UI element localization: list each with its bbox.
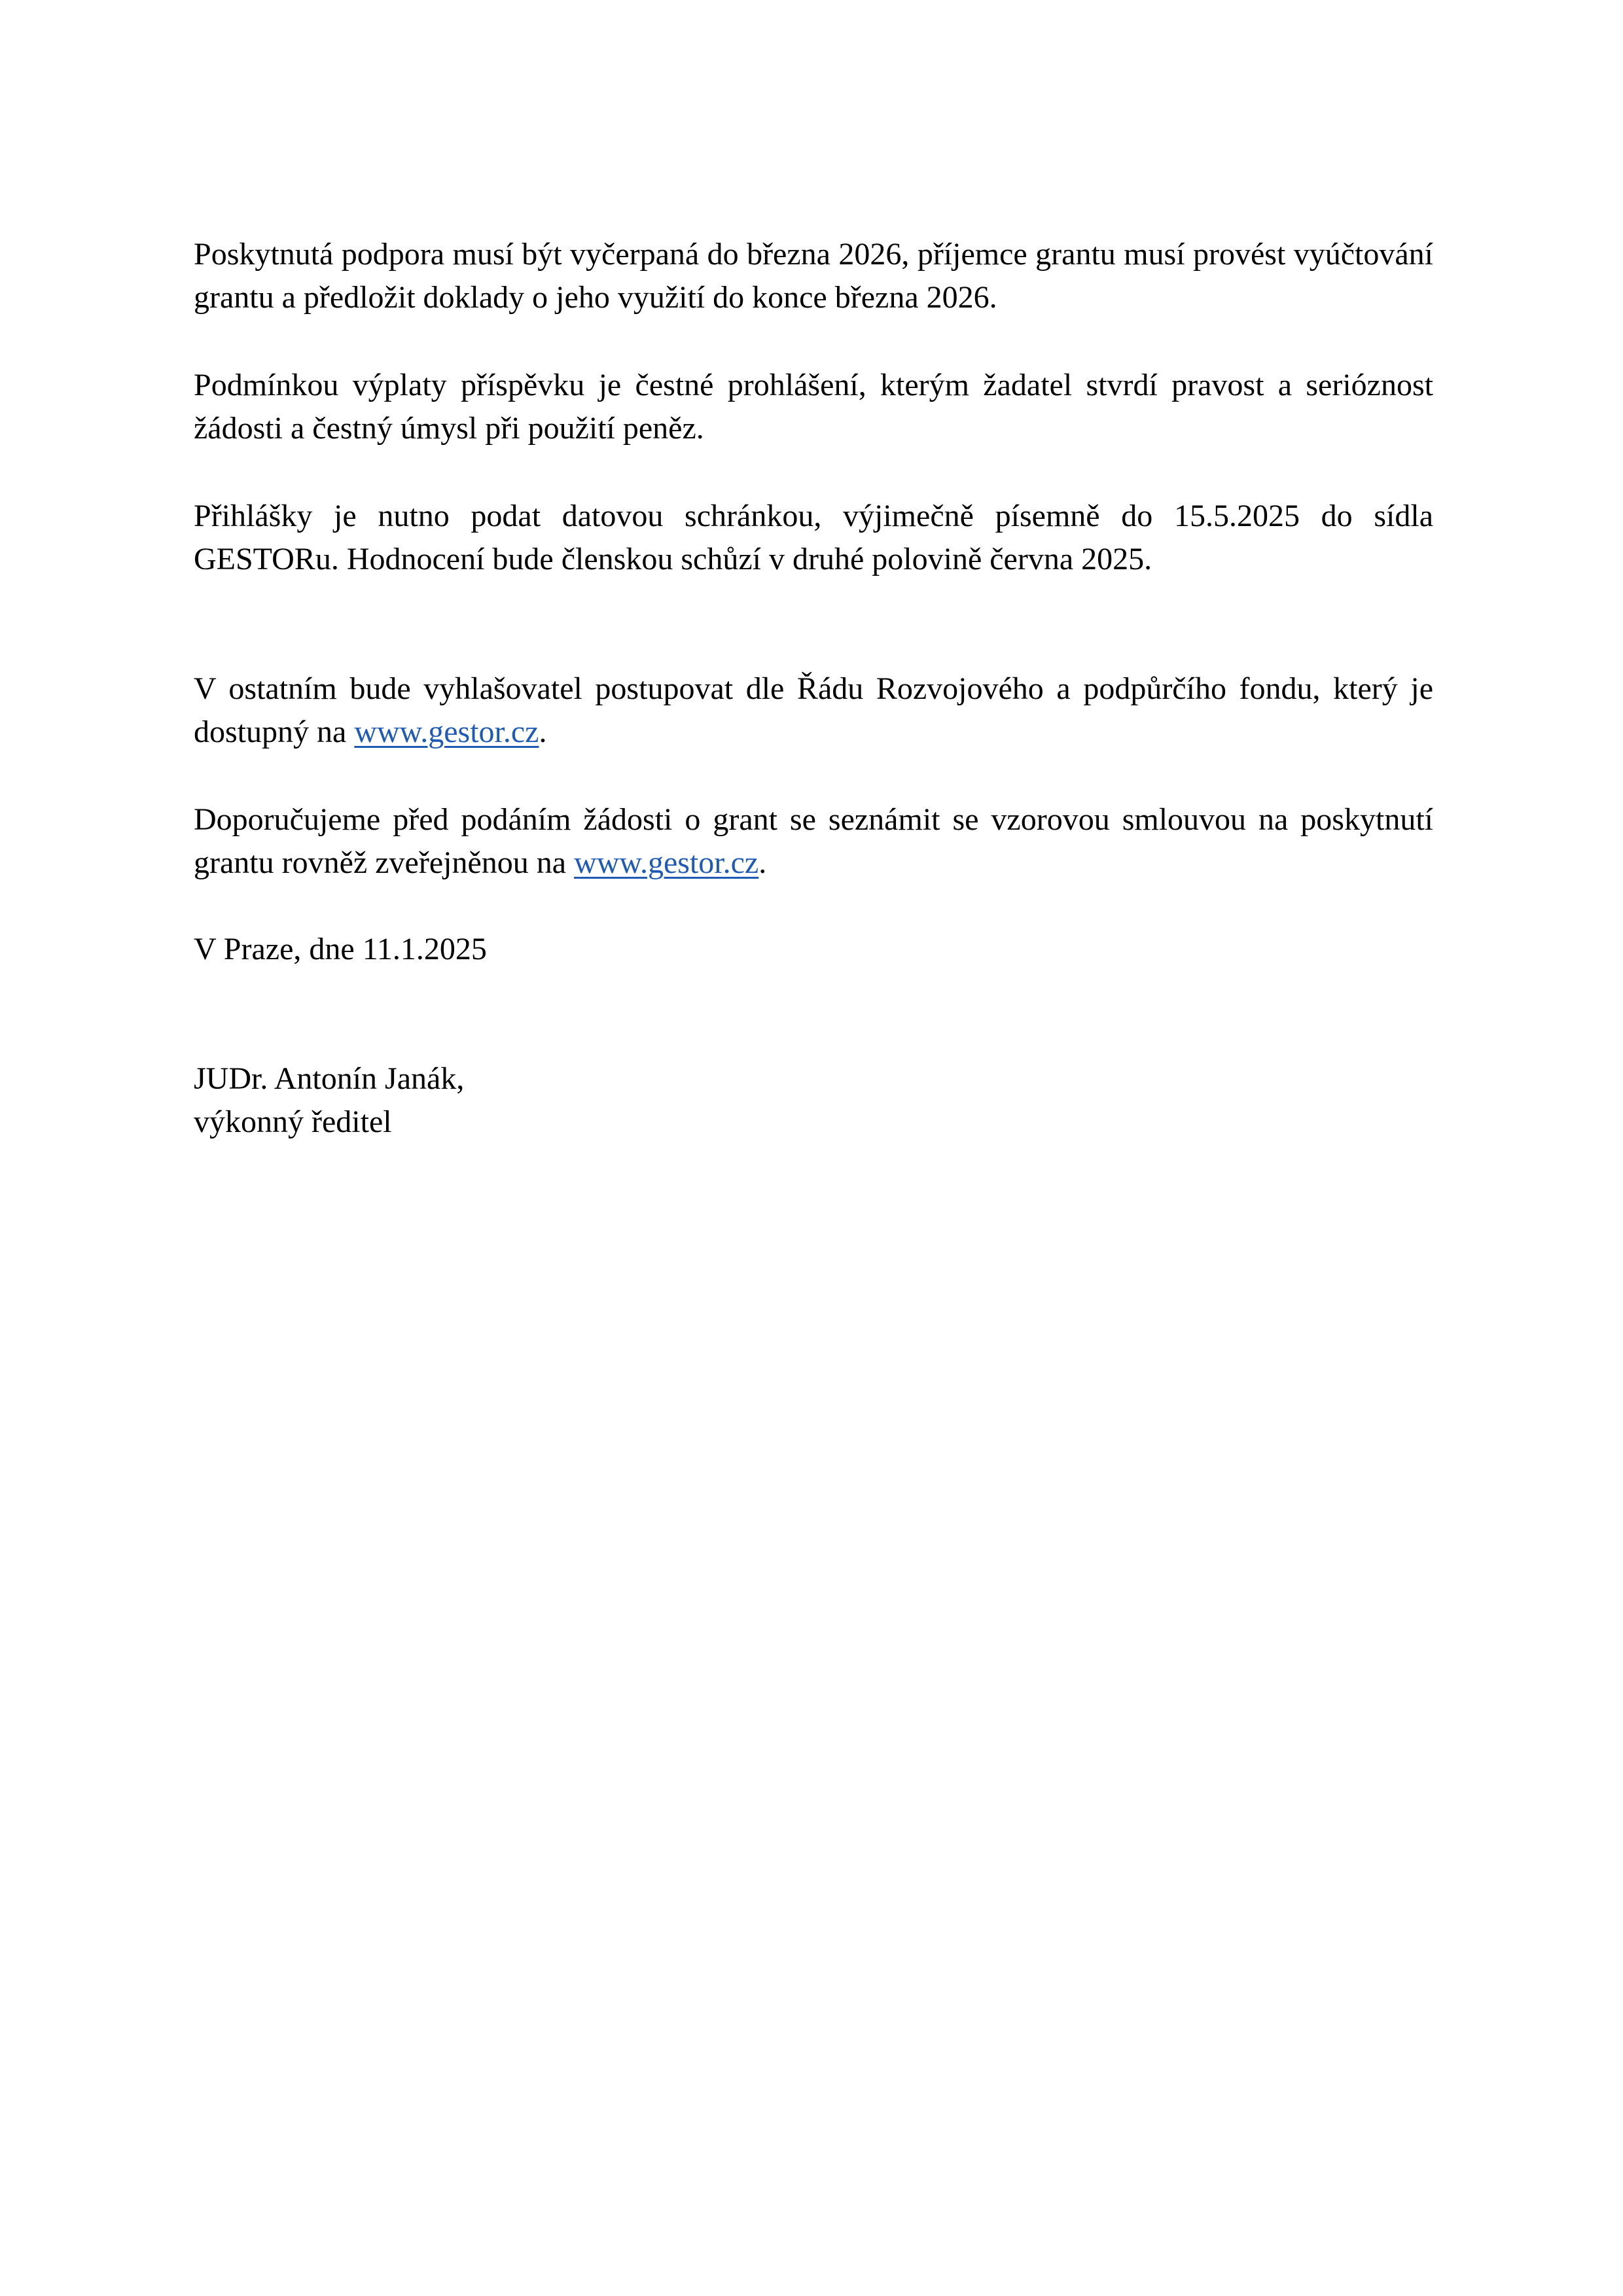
paragraph-fund-rules-end: . xyxy=(539,715,547,749)
paragraph-fund-rules-text: V ostatním bude vyhlašovatel postupovat dle Řádu Rozvojového a podpůrčího fondu, který je dostupný na xyxy=(194,671,1433,749)
paragraph-application-submission: Přihlášky je nutno podat datovou schránkou, výjimečně písemně do 15.5.2025 do sídla GESTORu. Hodnocení bude členskou schůzí v druhé polovině června 2025. xyxy=(194,499,1433,576)
paragraph-contract-end: . xyxy=(758,845,767,880)
paragraph-contract-text: Doporučujeme před podáním žádosti o grant se seznámit se vzorovou smlouvou na poskytnutí grantu rovněž zveřejněnou na xyxy=(194,802,1433,880)
signatory-title: výkonný ředitel xyxy=(194,1104,392,1139)
signature-block xyxy=(194,1057,1433,1144)
paragraph-contract-recommendation xyxy=(194,798,1433,885)
gestor-website-link-2[interactable]: www.gestor.cz xyxy=(574,845,759,880)
paragraph-payment-condition: Podmínkou výplaty příspěvku je čestné prohlášení, kterým žadatel stvrdí pravost a serióznost žádosti a čestný úmysl při použití peněz. xyxy=(194,368,1433,446)
place-date: V Praze, dne 11.1.2025 xyxy=(194,932,487,966)
signatory-name: JUDr. Antonín Janák, xyxy=(194,1061,465,1096)
paragraph-fund-rules xyxy=(194,667,1433,754)
gestor-website-link[interactable]: www.gestor.cz xyxy=(354,715,539,749)
paragraph-grant-deadline: Poskytnutá podpora musí být vyčerpaná do března 2026, příjemce grantu musí provést vyúčtování grantu a předložit doklady o jeho využití do konce března 2026. xyxy=(194,237,1433,315)
